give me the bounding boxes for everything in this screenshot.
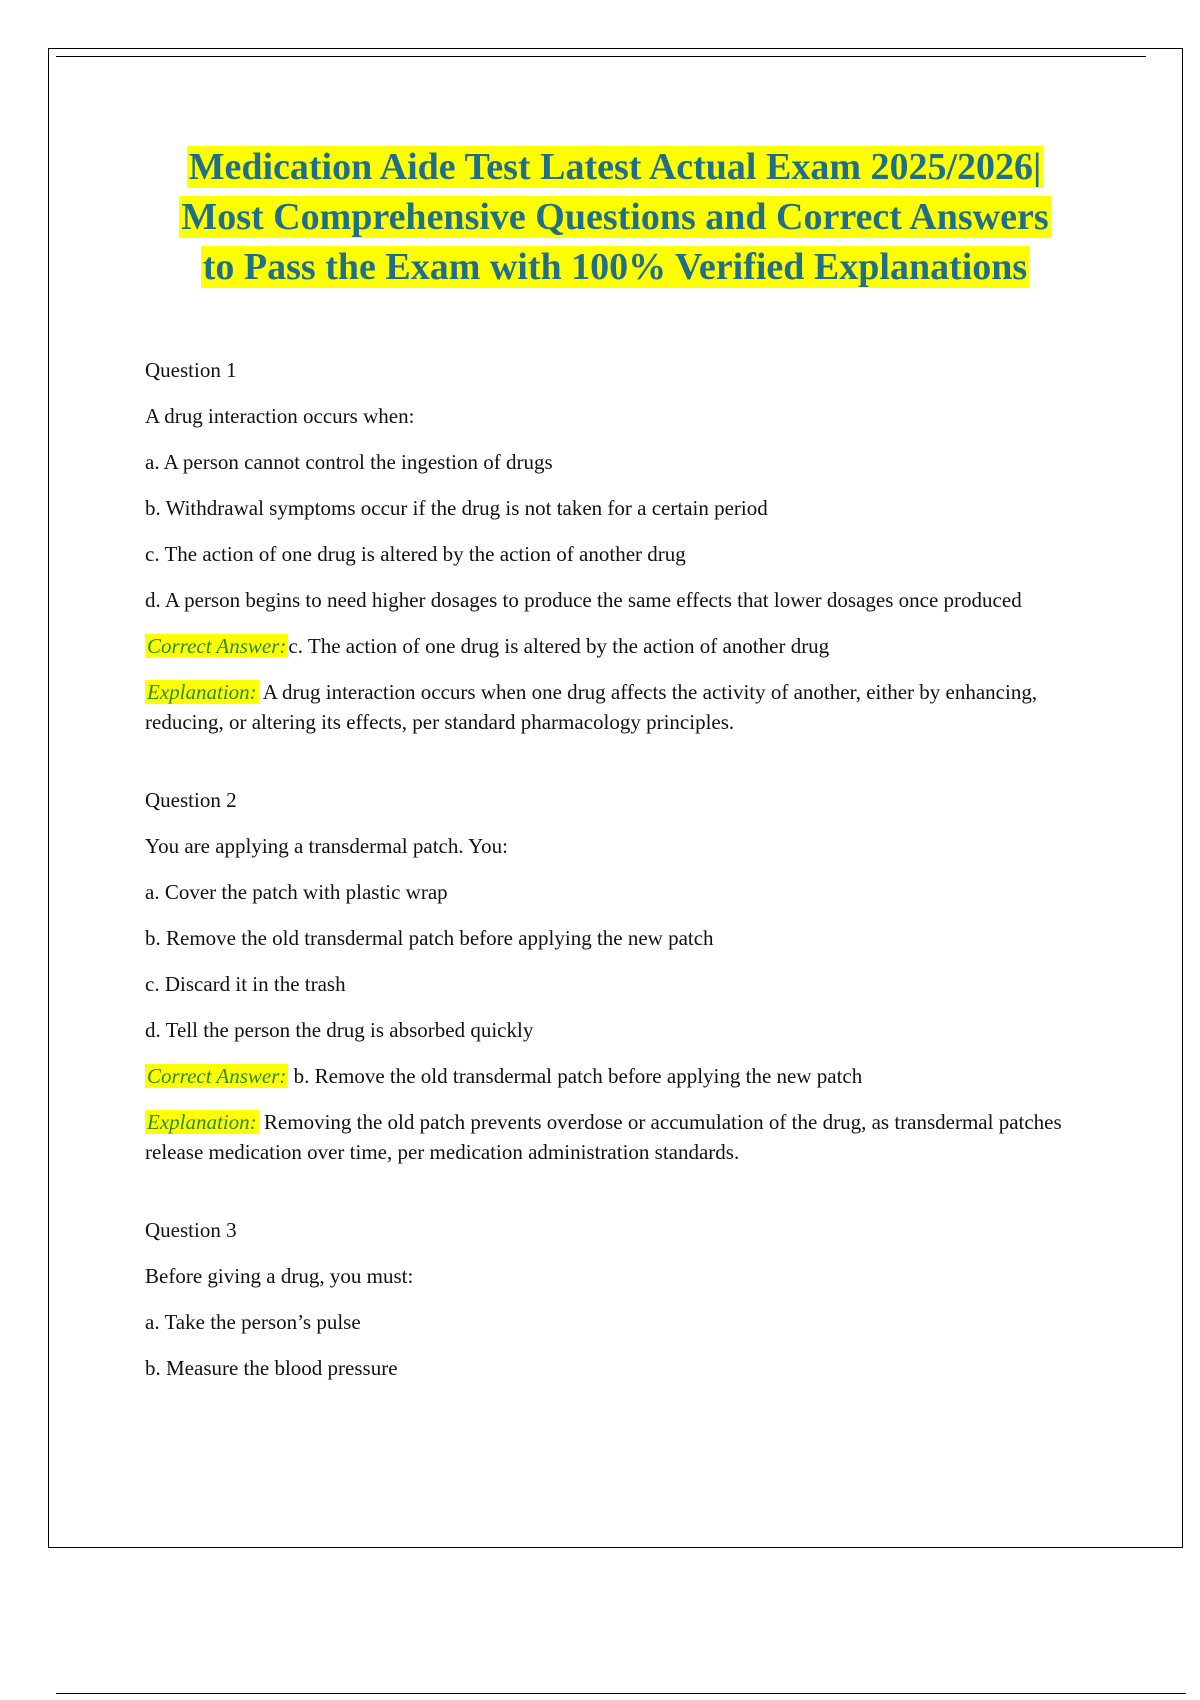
- answer-option-b: b. Measure the blood pressure: [145, 1356, 398, 1380]
- question-list: [145, 355, 1085, 1431]
- question-stem: You are applying a transdermal patch. You:: [145, 834, 508, 858]
- explanation-text: A drug interaction occurs when one drug affects the activity of another, either by enhancing, reducing, or altering its effects, per standard pharmacology principles.: [145, 680, 1038, 734]
- answer-option-a: a. Cover the patch with plastic wrap: [145, 880, 448, 904]
- question-heading: Question 2: [145, 788, 237, 812]
- title-line-3: to Pass the Exam with 100% Verified Explanations: [202, 246, 1028, 288]
- answer-option-d: d. A person begins to need higher dosages to produce the same effects that lower dosages once produced: [145, 588, 1022, 612]
- correct-answer-text: c. The action of one drug is altered by the action of another drug: [288, 634, 830, 658]
- question-3: [145, 1215, 1085, 1383]
- answer-option-d: d. Tell the person the drug is absorbed quickly: [145, 1018, 534, 1042]
- explanation-text: Removing the old patch prevents overdose or accumulation of the drug, as transdermal patches release medication over time, per medication administration standards.: [145, 1110, 1062, 1164]
- answer-option-c: c. The action of one drug is altered by the action of another drug: [145, 542, 686, 566]
- explanation: [145, 1107, 1085, 1167]
- question-1: [145, 355, 1085, 737]
- correct-answer-text: b. Remove the old transdermal patch before applying the new patch: [293, 1064, 863, 1088]
- correct-answer: [145, 1061, 1085, 1091]
- explanation-label: Explanation:: [147, 1110, 257, 1134]
- bottom-rule: [56, 1693, 1186, 1694]
- question-heading: Question 3: [145, 1218, 237, 1242]
- correct-answer-label: Correct Answer:: [147, 1064, 287, 1088]
- title-line-2: Most Comprehensive Questions and Correct Answers: [181, 196, 1049, 238]
- explanation-label: Explanation:: [147, 680, 257, 704]
- title-line-1: Medication Aide Test Latest Actual Exam 2025/2026|: [188, 146, 1042, 188]
- question-stem: Before giving a drug, you must:: [145, 1264, 414, 1288]
- document-title: [60, 142, 1170, 292]
- correct-answer: [145, 631, 1085, 661]
- answer-option-a: a. Take the person’s pulse: [145, 1310, 361, 1334]
- answer-option-b: b. Withdrawal symptoms occur if the drug is not taken for a certain period: [145, 496, 768, 520]
- explanation: [145, 677, 1085, 737]
- answer-option-a: a. A person cannot control the ingestion of drugs: [145, 450, 553, 474]
- question-2: [145, 785, 1085, 1167]
- answer-option-b: b. Remove the old transdermal patch before applying the new patch: [145, 926, 714, 950]
- question-heading: Question 1: [145, 358, 237, 382]
- correct-answer-label: Correct Answer:: [147, 634, 287, 658]
- question-stem: A drug interaction occurs when:: [145, 404, 415, 428]
- answer-option-c: c. Discard it in the trash: [145, 972, 346, 996]
